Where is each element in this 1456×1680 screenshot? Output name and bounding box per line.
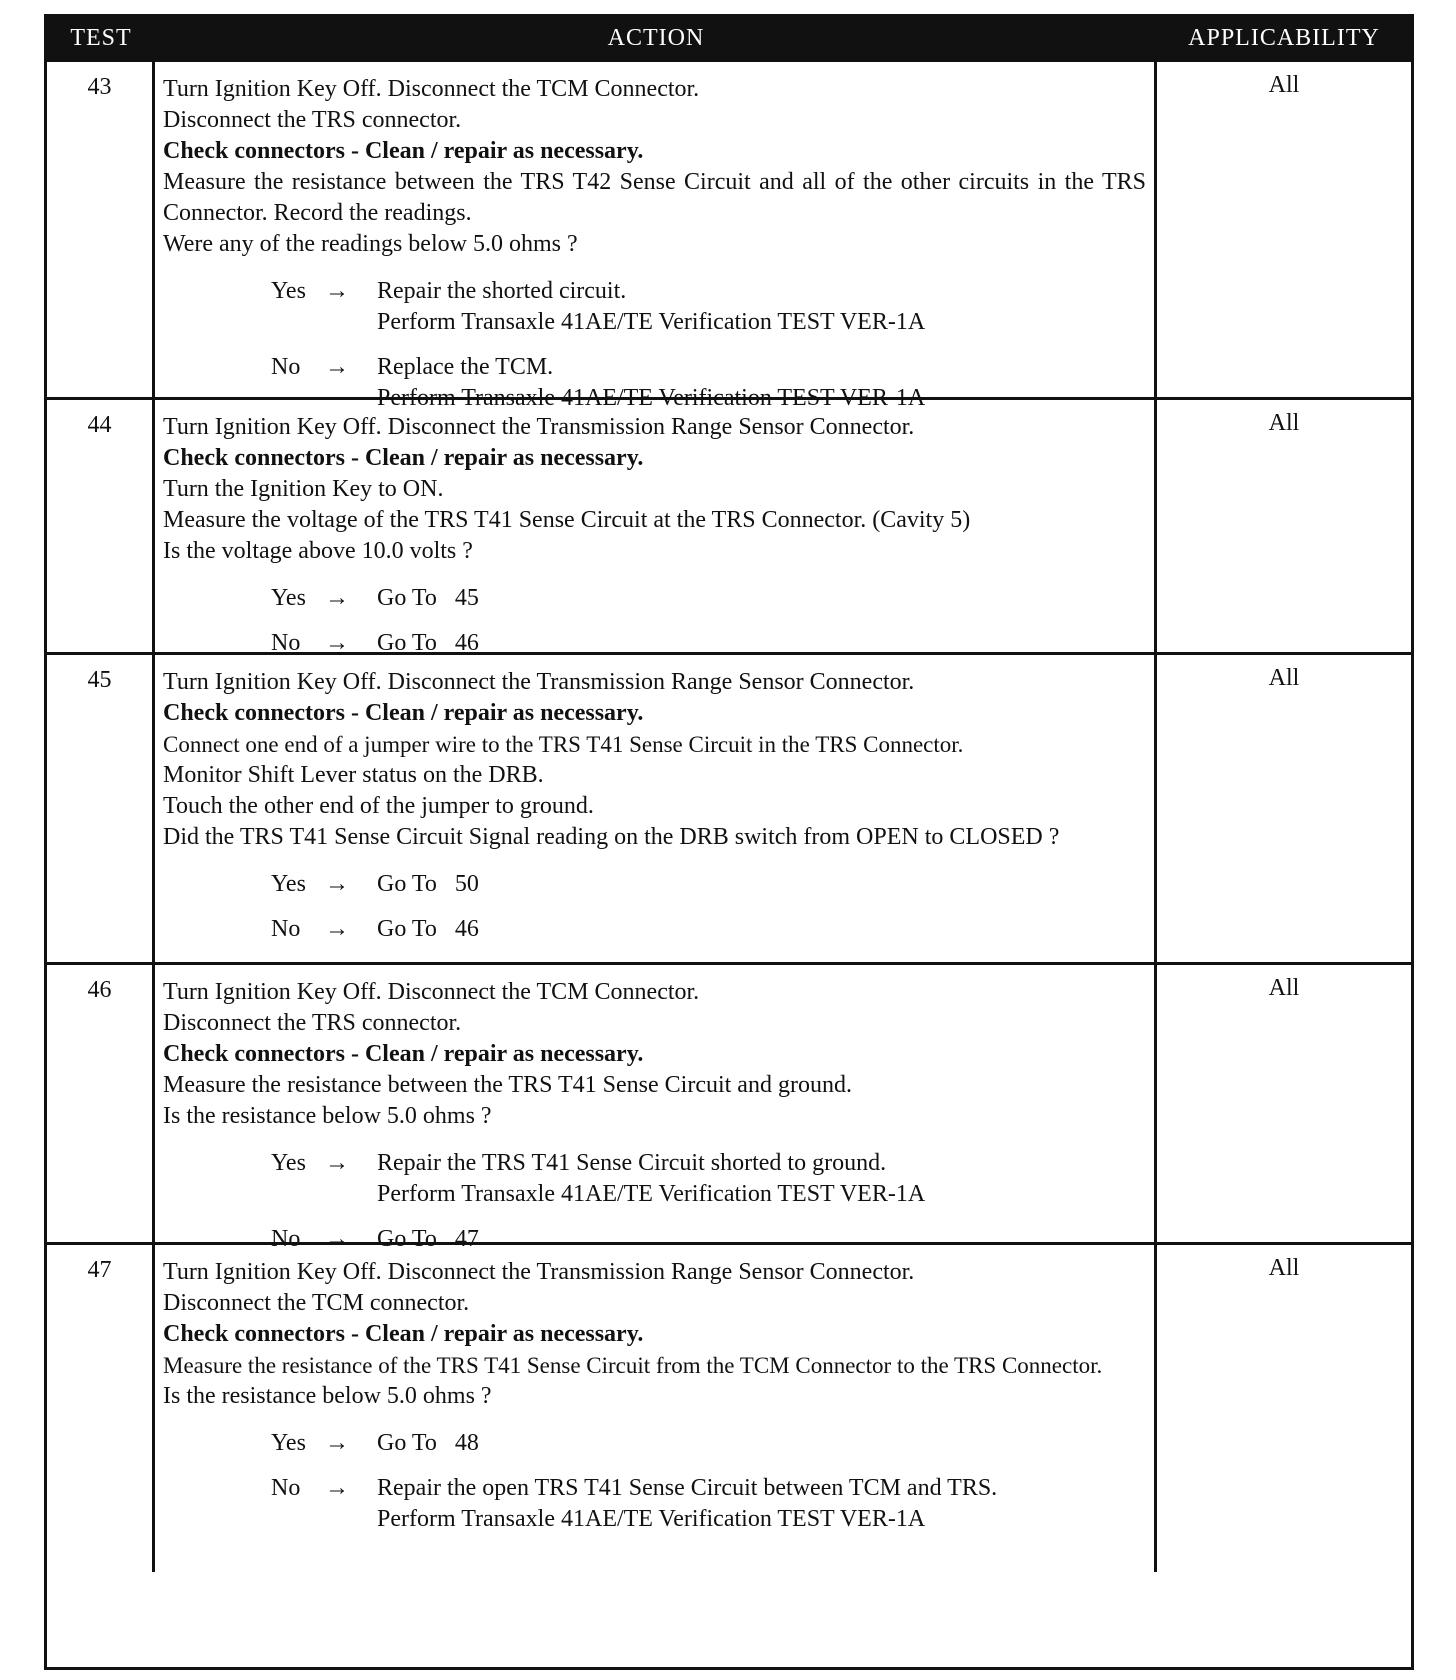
action-line: Disconnect the TRS connector.: [163, 1010, 462, 1036]
header-action: ACTION: [607, 24, 705, 51]
table-row: [47, 1242, 1411, 1572]
question-line: Is the resistance below 5.0 ohms ?: [163, 1103, 492, 1129]
arrow-icon: →: [325, 1226, 349, 1252]
action-line: Disconnect the TRS connector.: [163, 107, 462, 133]
yes-branch: [271, 1148, 1146, 1210]
check-connectors-note: Check connectors - Clean / repair as necessary.: [163, 138, 644, 164]
action-line: Turn Ignition Key Off. Disconnect the Transmission Range Sensor Connector.: [163, 414, 915, 440]
result-line: Repair the open TRS T41 Sense Circuit between TCM and TRS.: [377, 1475, 998, 1501]
applicability-cell: All: [1268, 975, 1300, 1001]
table-row: [47, 652, 1411, 962]
action-cell: [155, 1245, 1157, 1572]
test-number: 43: [47, 62, 155, 397]
action-line: Measure the resistance between the TRS T42 Sense Circuit and all of the other circuits in the TRS Connector. Record the readings.: [163, 169, 1146, 226]
table-row: [47, 397, 1411, 656]
yes-label: Yes: [271, 278, 306, 304]
arrow-icon: →: [325, 354, 349, 380]
applicability-cell: All: [1268, 665, 1300, 691]
yes-result: Go To 50: [377, 871, 479, 897]
test-number: 45: [47, 655, 155, 962]
table-row: [47, 59, 1411, 411]
applicability-cell: All: [1268, 72, 1300, 98]
yes-result: [377, 276, 1146, 338]
no-result: Go To 46: [377, 630, 479, 656]
result-line: Replace the TCM.: [377, 354, 554, 380]
result-line: Perform Transaxle 41AE/TE Verification TEST VER-1A: [377, 1506, 926, 1532]
check-connectors-note: Check connectors - Clean / repair as necessary.: [163, 1041, 644, 1067]
action-line: Turn Ignition Key Off. Disconnect the Transmission Range Sensor Connector.: [163, 669, 915, 695]
question-line: Did the TRS T41 Sense Circuit Signal reading on the DRB switch from OPEN to CLOSED ?: [163, 824, 1060, 850]
check-connectors-note: Check connectors - Clean / repair as necessary.: [163, 1321, 644, 1347]
question-line: Is the resistance below 5.0 ohms ?: [163, 1383, 492, 1409]
result-line: Perform Transaxle 41AE/TE Verification TEST VER-1A: [377, 385, 926, 411]
arrow-icon: →: [325, 1430, 349, 1456]
action-line: Measure the resistance of the TRS T41 Sense Circuit from the TCM Connector to the TRS Connector.: [163, 1353, 1103, 1378]
question-line: Is the voltage above 10.0 volts ?: [163, 538, 473, 564]
no-label: No: [271, 1226, 301, 1252]
yes-branch: [271, 1428, 1146, 1459]
arrow-icon: →: [325, 630, 349, 656]
yes-label: Yes: [271, 1430, 306, 1456]
no-label: No: [271, 916, 301, 942]
arrow-icon: →: [325, 1475, 349, 1501]
no-label: No: [271, 630, 301, 656]
action-cell: [155, 400, 1157, 656]
yes-label: Yes: [271, 871, 306, 897]
check-connectors-note: Check connectors - Clean / repair as necessary.: [163, 445, 644, 471]
action-cell: [155, 655, 1157, 962]
action-line: Turn the Ignition Key to ON.: [163, 476, 444, 502]
action-line: Measure the voltage of the TRS T41 Sense Circuit at the TRS Connector. (Cavity 5): [163, 507, 971, 533]
no-label: No: [271, 354, 301, 380]
arrow-icon: →: [325, 916, 349, 942]
action-line: Turn Ignition Key Off. Disconnect the TCM Connector.: [163, 76, 700, 102]
action-line: Touch the other end of the jumper to ground.: [163, 793, 594, 819]
yes-result: Go To 48: [377, 1430, 479, 1456]
test-number: 44: [47, 400, 155, 652]
table-row: [47, 962, 1411, 1252]
no-result: Go To 46: [377, 916, 479, 942]
yes-result: [377, 1148, 1146, 1210]
action-line: Turn Ignition Key Off. Disconnect the TCM Connector.: [163, 979, 700, 1005]
arrow-icon: →: [325, 1150, 349, 1176]
yes-branch: [271, 583, 1146, 614]
action-line: Monitor Shift Lever status on the DRB.: [163, 762, 544, 788]
diagnostic-test-table: [44, 14, 1414, 1670]
test-number: 46: [47, 965, 155, 1242]
test-number: 47: [47, 1245, 155, 1572]
no-branch: [271, 1473, 1146, 1535]
table-header: [47, 17, 1411, 59]
arrow-icon: →: [325, 585, 349, 611]
action-cell: [155, 965, 1157, 1252]
no-result: [377, 1473, 1146, 1535]
yes-branch: [271, 869, 1146, 900]
action-line: Connect one end of a jumper wire to the TRS T41 Sense Circuit in the TRS Connector.: [163, 732, 964, 757]
action-line: Disconnect the TCM connector.: [163, 1290, 470, 1316]
result-line: Perform Transaxle 41AE/TE Verification TEST VER-1A: [377, 1181, 926, 1207]
yes-result: Go To 45: [377, 585, 479, 611]
yes-label: Yes: [271, 585, 306, 611]
question-line: Were any of the readings below 5.0 ohms ?: [163, 231, 578, 257]
action-line: Measure the resistance between the TRS T41 Sense Circuit and ground.: [163, 1072, 852, 1098]
no-label: No: [271, 1475, 301, 1501]
action-line: Turn Ignition Key Off. Disconnect the Transmission Range Sensor Connector.: [163, 1259, 915, 1285]
applicability-cell: All: [1268, 410, 1300, 436]
result-line: Repair the TRS T41 Sense Circuit shorted to ground.: [377, 1150, 887, 1176]
action-cell: [155, 62, 1157, 411]
no-result: Go To 47: [377, 1226, 479, 1252]
arrow-icon: →: [325, 871, 349, 897]
applicability-cell: All: [1268, 1255, 1300, 1281]
yes-branch: [271, 276, 1146, 338]
check-connectors-note: Check connectors - Clean / repair as necessary.: [163, 700, 644, 726]
arrow-icon: →: [325, 278, 349, 304]
yes-label: Yes: [271, 1150, 306, 1176]
result-line: Perform Transaxle 41AE/TE Verification TEST VER-1A: [377, 309, 926, 335]
header-applicability: APPLICABILITY: [1188, 24, 1380, 51]
no-branch: [271, 914, 1146, 945]
header-test: TEST: [70, 24, 132, 51]
result-line: Repair the shorted circuit.: [377, 278, 627, 304]
